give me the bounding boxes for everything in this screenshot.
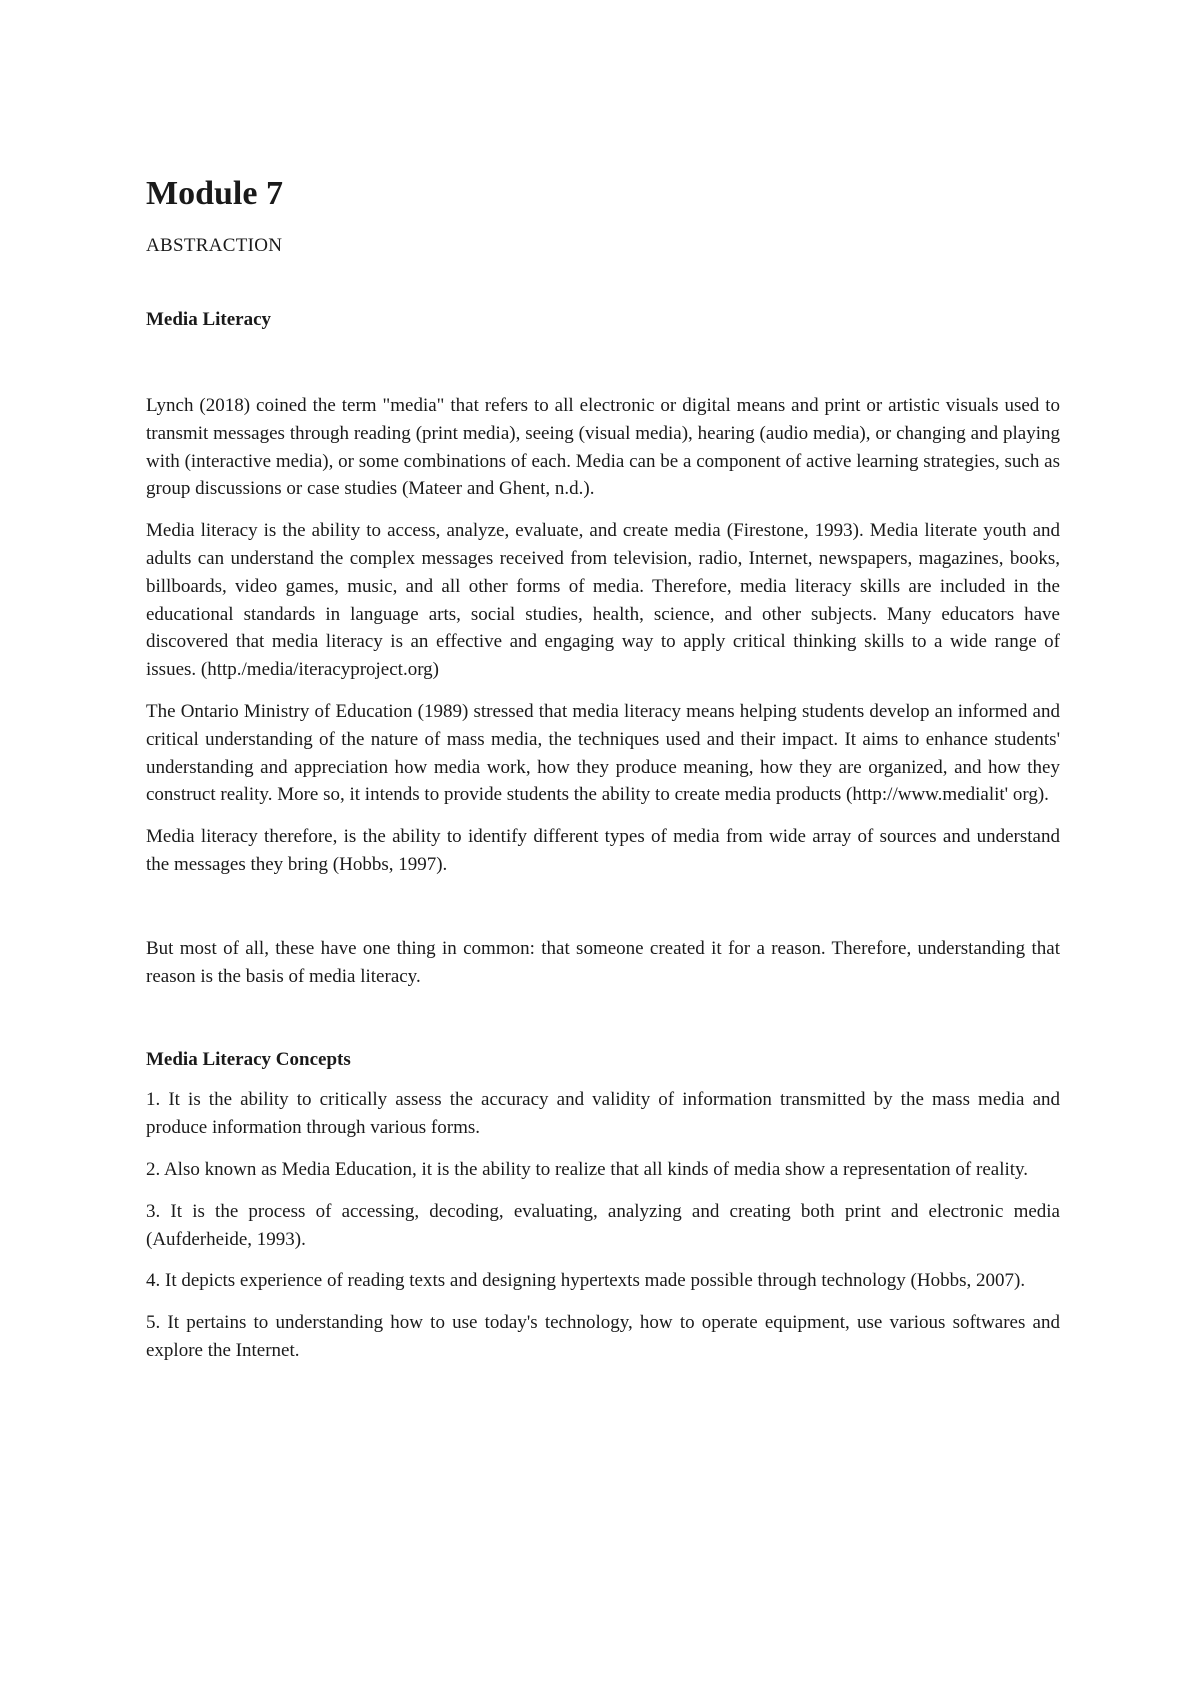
document-page [146,168,1060,1365]
concept-item-1: 1. It is the ability to critically assess the accuracy and validity of information transmitted by the mass media and produce information through various forms. [146,1089,1060,1139]
page-subtitle: ABSTRACTION [146,235,283,256]
section-heading-media-literacy: Media Literacy [146,309,272,330]
concept-item-2: 2. Also known as Media Education, it is the ability to realize that all kinds of media show a representation of reality. [146,1158,1029,1180]
paragraph-common-reason: But most of all, these have one thing in common: that someone created it for a reason. Therefore, understanding that reason is the basis of media literacy. [146,937,1060,987]
paragraph-lynch: Lynch (2018) coined the term "media" that refers to all electronic or digital means and print or artistic visuals used to transmit messages through reading (print media), seeing (visual media), hearing (audio media), or changing and playing with (interactive media), or some combinations of each. Media can be a component of active learning strategies, such as group discussions or case studies (Mateer and Ghent, n.d.). [146,395,1060,500]
page-title: Module 7 [146,175,283,212]
paragraph-hobbs: Media literacy therefore, is the ability to identify different types of media from wide array of sources and understand the messages they bring (Hobbs, 1997). [146,826,1060,875]
paragraph-ontario: The Ontario Ministry of Education (1989) stressed that media literacy means helping students develop an informed and critical understanding of the nature of mass media, the techniques used and their impact. It aims to enhance students' understanding and appreciation how media work, how they produce meaning, how they are organized, and how they construct reality. More so, it intends to provide students the ability to create media products (http://www.medialit' org). [146,700,1060,806]
section-heading-concepts: Media Literacy Concepts [146,1049,351,1071]
concept-item-5: 5. It pertains to understanding how to use today's technology, how to operate equipment, use various softwares and explore the Internet. [146,1312,1060,1361]
concept-item-4: 4. It depicts experience of reading texts and designing hypertexts made possible through technology (Hobbs, 2007). [146,1270,1026,1292]
concept-item-3: 3. It is the process of accessing, decoding, evaluating, analyzing and creating both print and electronic media (Aufderheide, 1993). [146,1200,1060,1250]
paragraph-firestone: Media literacy is the ability to access, analyze, evaluate, and create media (Firestone, 1993). Media literate youth and adults can understand the complex messages received from television, radio, Internet, newspapers, magazines, books, billboards, video games, music, and all other forms of media. Therefore, media literacy skills are included in the educational standards in language arts, social studies, health, science, and other subjects. Many educators have discovered that media literacy is an effective and engaging way to apply critical thinking skills to a wide range of issues. (http./media/iteracyproject.org) [146,520,1060,681]
